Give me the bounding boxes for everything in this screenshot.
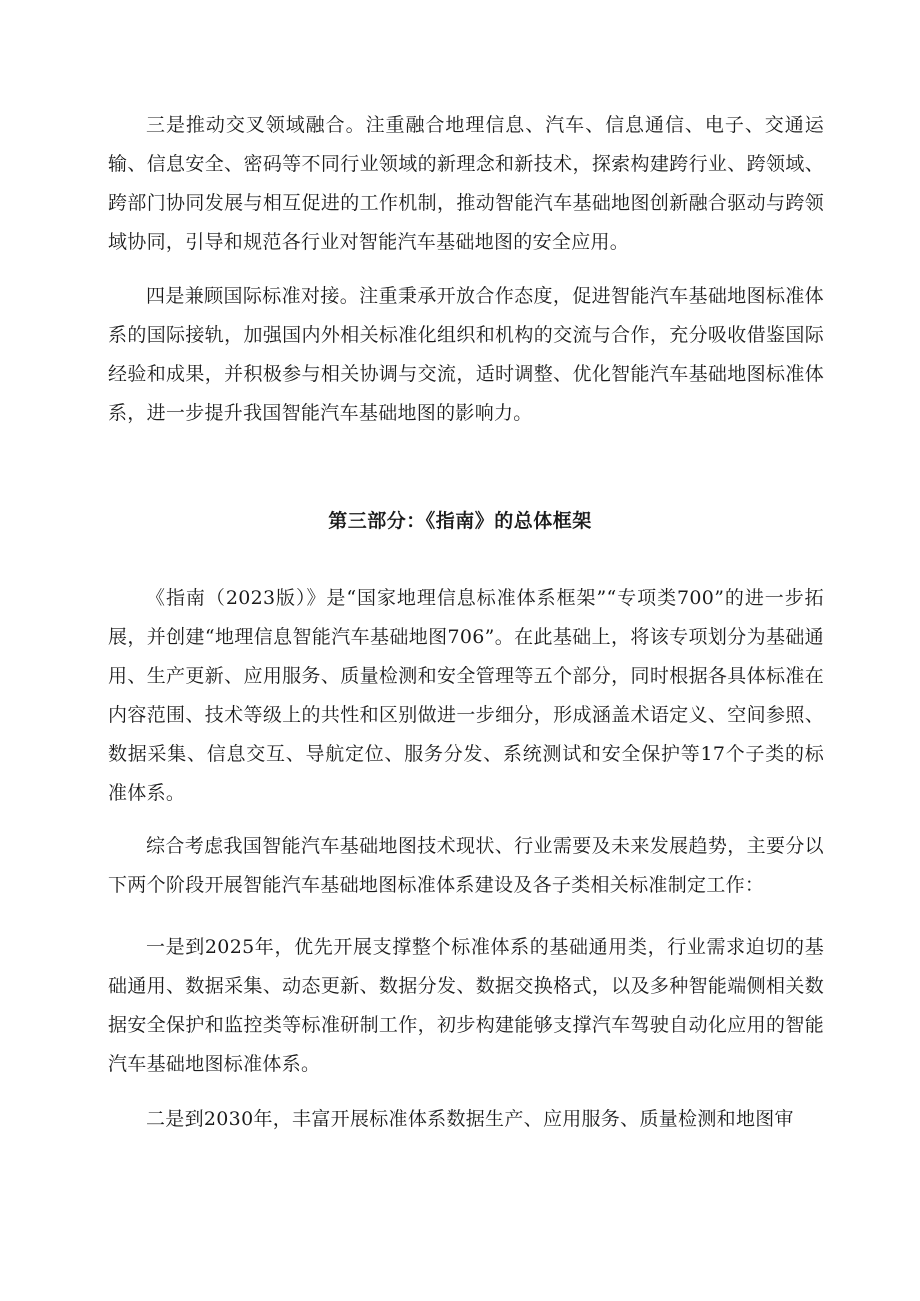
paragraph-stage-2025: 一是到2025年，优先开展支撑整个标准体系的基础通用类，行业需求迫切的基础通用、数据采集、动态更新、数据分发、数据交换格式，以及多种智能端侧相关数据安全保护和监控类等标准研制工作，初步构建能够支撑汽车驾驶自动化应用的智能汽车基础地图标准体系。: [108, 936, 824, 1075]
paragraph-stage-2030: 二是到2030年，丰富开展标准体系数据生产、应用服务、质量检测和地图审: [146, 1108, 794, 1130]
paragraph-cross-domain-integration: 三是推动交叉领域融合。注重融合地理信息、汽车、信息通信、电子、交通运输、信息安全、密码等不同行业领域的新理念和新技术，探索构建跨行业、跨领域、跨部门协同发展与相互促进的工作机制，推动智能汽车基础地图创新融合驱动与跨领域协同，引导和规范各行业对智能汽车基础地图的安全应用。: [108, 114, 824, 253]
paragraph-two-stages-intro: 综合考虑我国智能汽车基础地图技术现状、行业需要及未来发展趋势，主要分以下两个阶段开展智能汽车基础地图标准体系建设及各子类相关标准制定工作：: [108, 835, 824, 896]
paragraph-guide-overview: 《指南（2023版）》是“国家地理信息标准体系框架”“专项类700”的进一步拓展，并创建“地理信息智能汽车基础地图706”。在此基础上，将该专项划分为基础通用、生产更新、应用服务、质量检测和安全管理等五个部分，同时根据各具体标准在内容范围、技术等级上的共性和区别做进一步细分，形成涵盖术语定义、空间参照、数据采集、信息交互、导航定位、服务分发、系统测试和安全保护等17个子类的标准体系。: [108, 587, 824, 804]
paragraph-international-standards: 四是兼顾国际标准对接。注重秉承开放合作态度，促进智能汽车基础地图标准体系的国际接轨，加强国内外相关标准化组织和机构的交流与合作，充分吸收借鉴国际经验和成果，并积极参与相关协调与交流，适时调整、优化智能汽车基础地图标准体系，进一步提升我国智能汽车基础地图的影响力。: [108, 285, 824, 424]
section-heading: 第三部分：《指南》的总体框架: [328, 510, 592, 532]
